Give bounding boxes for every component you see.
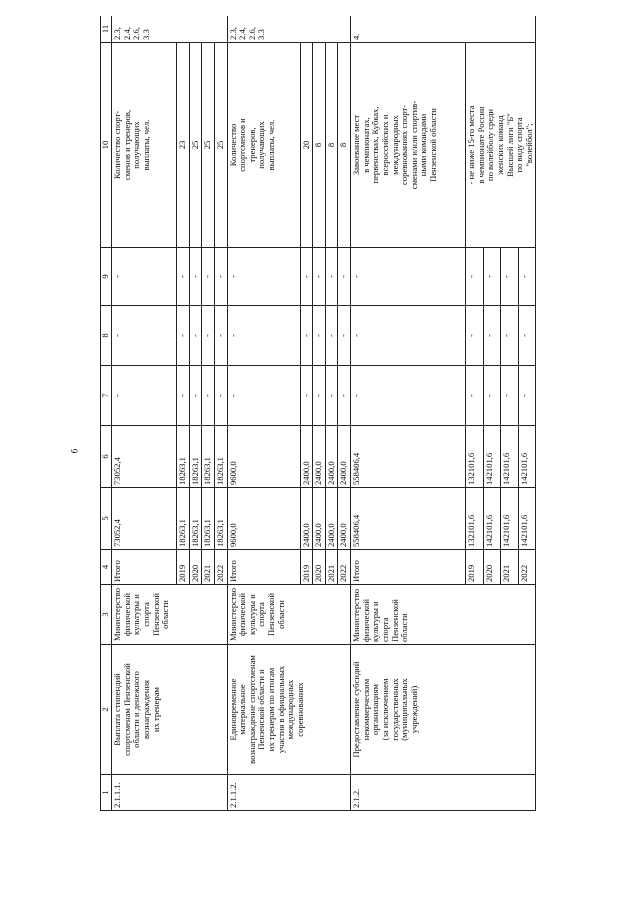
amount-cell: 132101,6 — [466, 488, 484, 550]
table-row — [112, 16, 177, 811]
page-number: 6 — [69, 448, 80, 454]
amount-cell: 2400,0 — [325, 426, 338, 488]
amount-cell: - — [501, 248, 519, 306]
indicator-value: 23 — [177, 43, 190, 248]
amount-cell: - — [518, 248, 536, 306]
measure-code: 2.1.1.1. — [112, 775, 228, 811]
year-cell: Итого — [351, 550, 466, 585]
amount-cell: - — [227, 366, 300, 426]
amount-cell: 2400,0 — [300, 488, 313, 550]
amount-cell: - — [214, 366, 227, 426]
col-number: 1 — [101, 775, 112, 811]
amount-cell: - — [466, 248, 484, 306]
amount-cell: - — [501, 306, 519, 366]
year-cell: 2021 — [325, 550, 338, 585]
measure-code: 2.1.1.2. — [227, 775, 351, 811]
amount-cell: - — [189, 248, 202, 306]
amount-cell: - — [214, 306, 227, 366]
year-cell: 2022 — [214, 550, 227, 585]
amount-cell: 18263,1 — [177, 488, 190, 550]
amount-cell: 142101,6 — [483, 426, 501, 488]
year-cell: Итого — [227, 550, 300, 585]
amount-cell: - — [351, 248, 466, 306]
measure-name: Выплата стипендий спортсменам Пензенской области и денежного вознаграждения их тренерам — [112, 645, 228, 775]
amount-cell: - — [466, 366, 484, 426]
amount-cell: - — [112, 366, 177, 426]
year-cell: 2019 — [466, 550, 484, 585]
amount-cell: - — [214, 248, 227, 306]
amount-cell: - — [177, 248, 190, 306]
amount-cell: 73052,4 — [112, 426, 177, 488]
amount-cell: 18263,1 — [189, 488, 202, 550]
amount-cell: 142101,6 — [518, 488, 536, 550]
amount-cell: 18263,1 — [189, 426, 202, 488]
amount-cell: 2400,0 — [338, 426, 351, 488]
amount-cell: - — [202, 306, 215, 366]
table-container — [100, 16, 626, 811]
amount-cell: - — [483, 306, 501, 366]
amount-cell: 9600,0 — [227, 488, 300, 550]
year-cell: 2020 — [313, 550, 326, 585]
reference-cell: 2.3, 2.4, 2.6, 3.3 — [112, 16, 228, 43]
amount-cell: - — [202, 366, 215, 426]
amount-cell: 18263,1 — [177, 426, 190, 488]
col-number: 2 — [101, 645, 112, 775]
amount-cell: - — [300, 366, 313, 426]
reference-cell: 4. — [351, 16, 536, 43]
amount-cell: 142101,6 — [501, 426, 519, 488]
amount-cell: 2400,0 — [325, 488, 338, 550]
year-cell: 2022 — [338, 550, 351, 585]
amount-cell: 18263,1 — [214, 426, 227, 488]
year-cell: 2019 — [300, 550, 313, 585]
col-number: 5 — [101, 488, 112, 550]
amount-cell: - — [483, 248, 501, 306]
indicator-cell: Количество спортсменов и тренеров, получающих выплаты, чел. — [227, 43, 300, 248]
indicator-value: 25 — [214, 43, 227, 248]
amount-cell: - — [313, 248, 326, 306]
rotated-table — [100, 16, 626, 811]
amount-cell: - — [313, 306, 326, 366]
year-cell: 2019 — [177, 550, 190, 585]
amount-cell: - — [189, 366, 202, 426]
indicator-cell: Завоевание мест в чемпионатах, первенствах, Кубках, всероссийских и международных соревнованиях спорт- сменами и/или спортив- ными командами Пензенской области — [351, 43, 466, 248]
indicator-note: - не ниже 15-го места в чемпионате России по волейболу среди женских команд Высшей лиги "Б" по виду спорта "волейбол"; — [466, 43, 536, 248]
amount-cell: 142101,6 — [501, 488, 519, 550]
indicator-value: 25 — [189, 43, 202, 248]
amount-cell: - — [189, 306, 202, 366]
amount-cell: - — [177, 306, 190, 366]
indicator-value: 25 — [202, 43, 215, 248]
indicator-value: 8 — [325, 43, 338, 248]
amount-cell: - — [177, 366, 190, 426]
amount-cell: 9600,0 — [227, 426, 300, 488]
year-cell: 2022 — [518, 550, 536, 585]
program-measures-table — [100, 16, 536, 811]
amount-cell: - — [112, 306, 177, 366]
year-cell: Итого — [112, 550, 177, 585]
amount-cell: - — [483, 366, 501, 426]
amount-cell: 2400,0 — [300, 426, 313, 488]
measure-code: 2.1.2. — [351, 775, 536, 811]
amount-cell: 558406,4 — [351, 426, 466, 488]
executor: Министерство физической культуры и спорта Пензенской области — [112, 585, 228, 645]
amount-cell: - — [202, 248, 215, 306]
amount-cell: - — [325, 248, 338, 306]
amount-cell: 2400,0 — [313, 488, 326, 550]
amount-cell: 18263,1 — [214, 488, 227, 550]
col-number: 7 — [101, 366, 112, 426]
executor: Министерство физической культуры и спорта Пензенской области — [351, 585, 536, 645]
amount-cell: 558406,4 — [351, 488, 466, 550]
measure-name: Единовременное материальное вознаграждение спортсменам Пензенской области и их тренерам по итогам участия в официальных международных соревнованиях — [227, 645, 351, 775]
amount-cell: - — [518, 366, 536, 426]
measure-name: Предоставление субсидий некоммерческим организациям (за исключением государственных (муниципальных учреждений) — [351, 645, 536, 775]
indicator-value: 8 — [313, 43, 326, 248]
indicator-value: 20 — [300, 43, 313, 248]
amount-cell: - — [351, 366, 466, 426]
amount-cell: - — [338, 306, 351, 366]
header-numbers-row — [101, 16, 112, 811]
amount-cell: 2400,0 — [338, 488, 351, 550]
col-number: 4 — [101, 550, 112, 585]
col-number: 9 — [101, 248, 112, 306]
executor: Министерство физической культуры и спорта Пензенской области — [227, 585, 351, 645]
amount-cell: - — [227, 248, 300, 306]
amount-cell: - — [112, 248, 177, 306]
amount-cell: - — [466, 306, 484, 366]
reference-cell: 2.3, 2.4, 2.6, 3.3 — [227, 16, 351, 43]
table-row — [351, 16, 466, 811]
amount-cell: 142101,6 — [518, 426, 536, 488]
year-cell: 2020 — [189, 550, 202, 585]
amount-cell: 2400,0 — [313, 426, 326, 488]
amount-cell: - — [338, 248, 351, 306]
year-cell: 2021 — [501, 550, 519, 585]
amount-cell: - — [501, 366, 519, 426]
col-number: 3 — [101, 585, 112, 645]
table-row — [227, 16, 300, 811]
amount-cell: - — [325, 366, 338, 426]
amount-cell: - — [313, 366, 326, 426]
amount-cell: 73052,4 — [112, 488, 177, 550]
amount-cell: 132101,6 — [466, 426, 484, 488]
indicator-cell: Количество спорт- сменов и тренеров, получающих выплаты, чел. — [112, 43, 177, 248]
amount-cell: - — [227, 306, 300, 366]
amount-cell: 142101,6 — [483, 488, 501, 550]
col-number: 11 — [101, 16, 112, 43]
amount-cell: - — [300, 306, 313, 366]
year-cell: 2021 — [202, 550, 215, 585]
amount-cell: - — [351, 306, 466, 366]
amount-cell: - — [300, 248, 313, 306]
amount-cell: - — [518, 306, 536, 366]
col-number: 10 — [101, 43, 112, 248]
indicator-value: 8 — [338, 43, 351, 248]
year-cell: 2020 — [483, 550, 501, 585]
amount-cell: 18263,1 — [202, 488, 215, 550]
col-number: 6 — [101, 426, 112, 488]
col-number: 8 — [101, 306, 112, 366]
amount-cell: - — [338, 366, 351, 426]
amount-cell: - — [325, 306, 338, 366]
amount-cell: 18263,1 — [202, 426, 215, 488]
